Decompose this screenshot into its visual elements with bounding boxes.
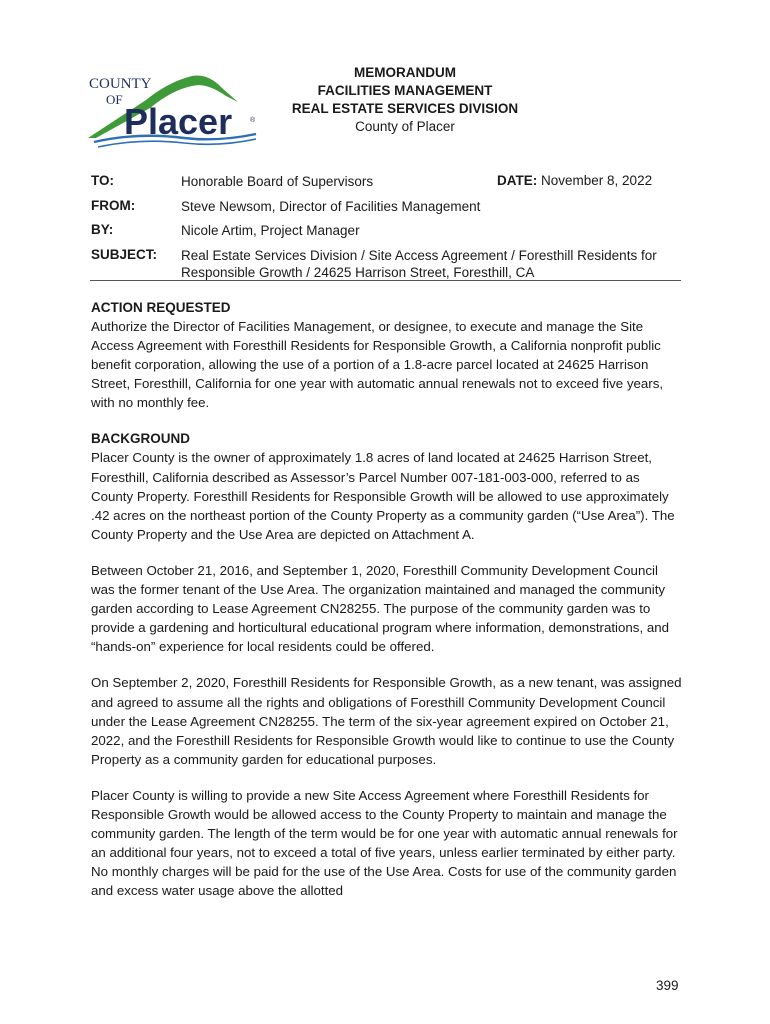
by-value: Nicole Artim, Project Manager — [181, 223, 360, 238]
county-of-placer-logo — [88, 72, 260, 152]
logo-mark — [88, 72, 260, 152]
logo-placer-text: Placer — [124, 101, 233, 142]
logo-county-text: COUNTY — [89, 76, 152, 92]
action-requested-text: Authorize the Director of Facilities Management, or designee, to execute and manage the Site Access Agreement with Foresthill Residents for Responsible Growth, a California nonprofit public benefit corporation, allowing the use of a portion of a 1.8-acre parcel located at 24625 Harrison Street, Foresthill, California for one year with automatic annual renewals not to exceed five years, with no monthly fee. — [91, 319, 664, 411]
background-paragraph-4: Placer County is willing to provide a new Site Access Agreement where Foresthill Residents for Responsible Growth would be allowed access to the County Property to maintain and manage the community garden. The length of the term would be for one year with automatic annual renewals for an additional four years, not to exceed a total of five years, unless earlier terminated by either party. No monthly charges will be paid for the use of the Use Area. Costs for use of the community garden and excess water usage above the allotted — [91, 787, 678, 899]
logo-registered-mark: ® — [250, 117, 256, 124]
to-value: Honorable Board of Supervisors — [181, 174, 374, 189]
background-heading: BACKGROUND — [91, 431, 190, 447]
from-value: Steve Newsom, Director of Facilities Management — [181, 199, 481, 214]
background-paragraph-2: Between October 21, 2016, and September 1, 2020, Foresthill Community Development Council was the former tenant of the Use Area. The organization maintained and managed the community garden according to Lease Agreement CN28255. The purpose of the community garden was to provide a gardening and horticultural educational program where information, demonstrations, and “hands-on” experience for local residents could be offered. — [91, 562, 670, 655]
from-label: FROM: — [91, 198, 136, 213]
memo-title: MEMORANDUM — [354, 65, 456, 80]
memo-department: FACILITIES MANAGEMENT — [317, 83, 493, 98]
background-paragraph-3: On September 2, 2020, Foresthill Residents for Responsible Growth, as a new tenant, was assigned and agreed to assume all the rights and obligations of Foresthill Community Development Council under the Lease Agreement CN28255. The term of the six-year agreement expired on October 21, 2022, and the Foresthill Residents for Responsible Growth would like to continue to use the County Property as a community garden for educational purposes. — [91, 675, 682, 767]
background-paragraph-1: Placer County is the owner of approximately 1.8 acres of land located at 24625 Harrison Street, Foresthill, California described as Assessor’s Parcel Number 007-181-003-000, referred to as County Property. Foresthill Residents for Responsible Growth will be allowed to use approximately .42 acres on the northeast portion of the County Property as a community garden (“Use Area”). The County Property and the Use Area are depicted on Attachment A. — [91, 450, 675, 542]
page-number: 399 — [656, 978, 679, 993]
memo-body — [91, 298, 683, 900]
subject-line-2: Responsible Growth / 24625 Harrison Street, Foresthill, CA — [181, 265, 535, 280]
subject-value — [181, 247, 657, 281]
header-divider — [90, 280, 681, 281]
memo-county: County of Placer — [355, 119, 455, 134]
date-label: DATE: — [497, 173, 538, 188]
memo-header — [250, 64, 560, 136]
memo-division: REAL ESTATE SERVICES DIVISION — [291, 101, 519, 116]
date-field — [497, 173, 652, 188]
subject-label: SUBJECT: — [91, 247, 158, 262]
date-value: November 8, 2022 — [541, 173, 653, 188]
action-requested-heading: ACTION REQUESTED — [91, 300, 231, 315]
subject-line-1: Real Estate Services Division / Site Access Agreement / Foresthill Residents for — [181, 248, 657, 263]
logo-of-text: OF — [106, 92, 123, 107]
to-label: TO: — [91, 173, 114, 188]
by-label: BY: — [91, 222, 114, 237]
